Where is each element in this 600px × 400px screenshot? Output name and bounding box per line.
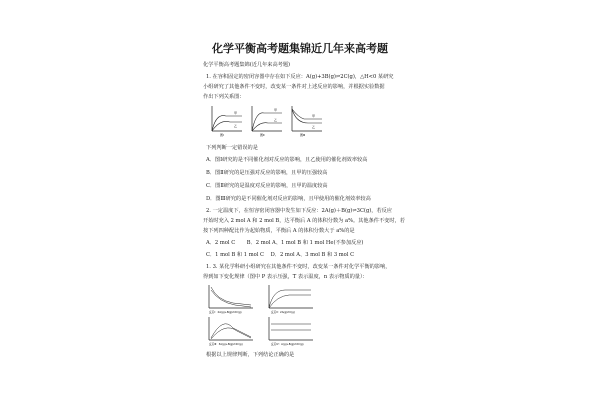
- q1-fig3-curve-b: 乙: [312, 125, 316, 129]
- q1-option-b: B．图Ⅱ研究的是压强对反应的影响，且甲的压强较高: [206, 170, 328, 176]
- q1-stem-line-3: 作出下列关系图：: [203, 94, 245, 100]
- q2-option-d: D．2 mol A、3 mol B 和 3 mol C: [270, 252, 355, 258]
- q1-fig3-curve-a: 甲: [312, 114, 316, 118]
- q1-figure-1: [212, 106, 242, 137]
- q1-figure-2: [252, 106, 282, 137]
- q2-option-c: C．1 mol B 和 1 mol C: [206, 252, 265, 258]
- q1-stem-line-2: 小组研究了其他条件不变时，改变某一条件对上述反应的影响，并根据实验数据: [203, 84, 385, 90]
- subtitle: 化学平衡高考题集锦(近几年来高考题): [203, 62, 291, 68]
- q1-fig3-label: 图Ⅲ: [300, 133, 306, 137]
- q3-figures: [203, 282, 323, 346]
- q3-stem-line-1: 1. 3. 某化学科研小组研究在其他条件不变时，改变某一条件对化学平衡的影响，: [206, 264, 391, 270]
- q3-figure-2: [269, 285, 313, 314]
- q1-fig2-curve-a: 甲: [274, 108, 278, 112]
- q2-stem-line-3: 按下列四种配比作为起始物质，平衡后 A 的体积分数大于 a%的是: [203, 228, 355, 234]
- q3-figure-4: [269, 317, 313, 346]
- q1-prompt: 下列判断一定错误的是: [206, 145, 258, 151]
- q1-option-c: C．图Ⅱ研究的是温度对反应的影响，且甲的温度较高: [206, 183, 328, 189]
- q1-option-d: D．图Ⅲ研究的是不同催化剂对反应的影响，且甲使用的催化剂效率较高: [206, 196, 371, 202]
- q2-stem-line-2: 开始时充入 2 mol A 和 2 mol B，达平衡后 A 的体积分数为 a%。其他条件不变时，若: [203, 218, 405, 224]
- q1-stem-line-1: 1. 在容积固定的密闭容器中存在如下反应：A(g)+3B(g)⇌2C(g)，△H<0 某研究: [206, 74, 394, 80]
- q1-fig2-curve-b: 乙: [274, 118, 278, 122]
- q3-fig3-label: 反应Ⅲ：3A(g)+B(g)⇌2C(g): [209, 343, 243, 346]
- q2-option-a: A．2 mol C: [206, 240, 236, 246]
- q3-stem-line-2: 得到如下变化规律（图中 P 表示压强，T 表示温度，n 表示物质的量）：: [203, 274, 368, 280]
- q1-figures: [206, 103, 328, 137]
- q3-figure-1: [209, 285, 253, 314]
- q1-fig1-curve-b: 乙: [234, 124, 238, 128]
- q1-fig1-label: 图Ⅰ: [220, 133, 224, 137]
- page-title: 化学平衡高考题集锦近几年来高考题: [212, 42, 388, 55]
- q1-option-a: A．图Ⅰ研究的是不同催化剂对反应的影响，且乙使用的催化剂效率较高: [206, 157, 368, 163]
- q3-fig2-label: 反应Ⅱ：2A(g)⇌C(g): [271, 311, 295, 314]
- q1-fig2-label: 图Ⅱ: [260, 133, 265, 137]
- q2-options-row-1: [206, 240, 363, 246]
- q3-fig4-label: 反应Ⅳ：A(g)+B(g)⇌2C(g): [271, 343, 304, 346]
- q3-prompt: 根据以上规律判断，下列结论正确的是: [206, 352, 295, 358]
- q3-figure-3: [209, 317, 253, 346]
- q3-fig1-label: 反应Ⅰ：2A(g)+B(g)⇌2C(g): [209, 311, 242, 314]
- q2-option-b: B．2 mol A、1 mol B 和 1 mol He(不参加反应): [246, 240, 364, 246]
- q1-figure-3: [292, 106, 322, 137]
- q2-stem-line-1: 2. 一定温度下，在恒容密闭容器中发生如下反应：2A(g)＋B(g)⇌3C(g)，若反应: [206, 208, 393, 214]
- q1-fig1-curve-a: 甲: [234, 111, 238, 115]
- q2-options-row-2: [206, 252, 354, 258]
